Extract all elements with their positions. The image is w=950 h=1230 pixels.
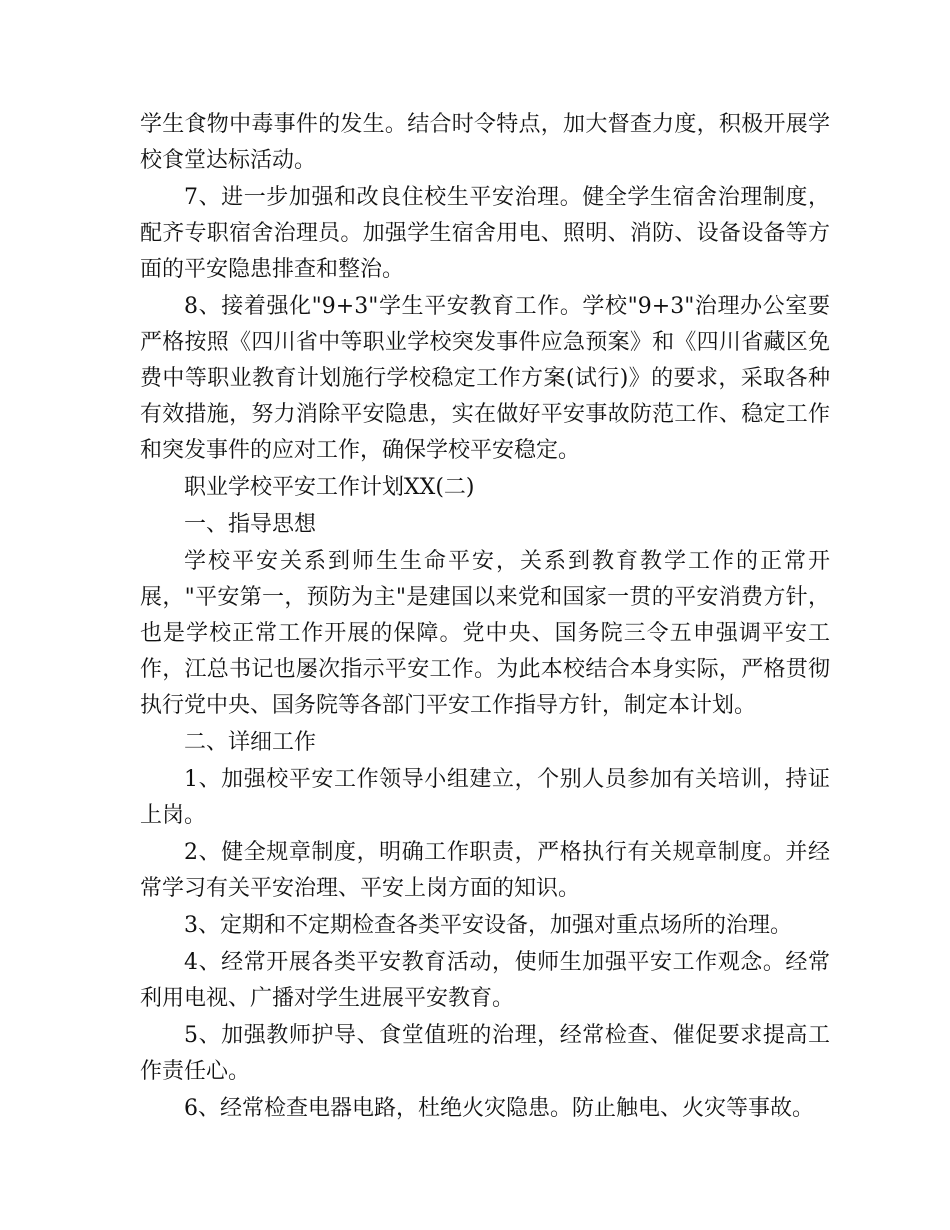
paragraph-work-item-1: 1、加强校平安工作领导小组建立，个别人员参加有关培训，持证上岗。: [140, 767, 830, 828]
paragraph-work-item-5: 5、加强教师护导、食堂值班的治理，经常检查、催促要求提高工作责任心。: [140, 1023, 830, 1084]
paragraph-work-item-3: 3、定期和不定期检查各类平安设备，加强对重点场所的治理。: [184, 913, 792, 938]
paragraph-work-item-6: 6、经常检查电器电路，杜绝火灾隐患。防止触电、火灾等事故。: [184, 1096, 814, 1121]
paragraph-work-item-2: 2、健全规章制度，明确工作职责，严格执行有关规章制度。并经常学习有关平安治理、平安上岗方面的知识。: [140, 840, 830, 901]
paragraph-item-8-9plus3: 8、接着强化"9+3"学生平安教育工作。学校"9+3"治理办公室要严格按照《四川省中等职业学校突发事件应急预案》和《四川省藏区免费中等职业教育计划施行学校稳定工作方案(试行)》的要求，采取各种有效措施，努力消除平安隐患，实在做好平安事故防范工作、稳定工作和突发事件的应对工作，确保学校平安稳定。: [140, 294, 830, 463]
heading-detailed-work: 二、详细工作: [184, 730, 317, 755]
paragraph-guiding-thought: 学校平安关系到师生生命平安，关系到教育教学工作的正常开展，"平安第一，预防为主"是建国以来党和国家一贯的平安消费方针，也是学校正常工作开展的保障。党中央、国务院三令五申强调平安工作，江总书记也屡次指示平安工作。为此本校结合本身实际，严格贯彻执行党中央、国务院等各部门平安工作指导方针，制定本计划。: [140, 549, 830, 718]
paragraph-food-safety-continued: 学生食物中毒事件的发生。结合时令特点，加大督查力度，积极开展学校食堂达标活动。: [140, 112, 830, 173]
paragraph-work-item-4: 4、经常开展各类平安教育活动，使师生加强平安工作观念。经常利用电视、广播对学生进展平安教育。: [140, 950, 830, 1011]
document-page: [140, 107, 830, 1128]
section-title-plan-two: 职业学校平安工作计划XX(二): [184, 475, 475, 500]
heading-guiding-thought: 一、指导思想: [184, 512, 317, 537]
paragraph-item-7-dormitory: 7、进一步加强和改良住校生平安治理。健全学生宿舍治理制度，配齐专职宿舍治理员。加强学生宿舍用电、照明、消防、设备设备等方面的平安隐患排查和整治。: [140, 185, 830, 282]
